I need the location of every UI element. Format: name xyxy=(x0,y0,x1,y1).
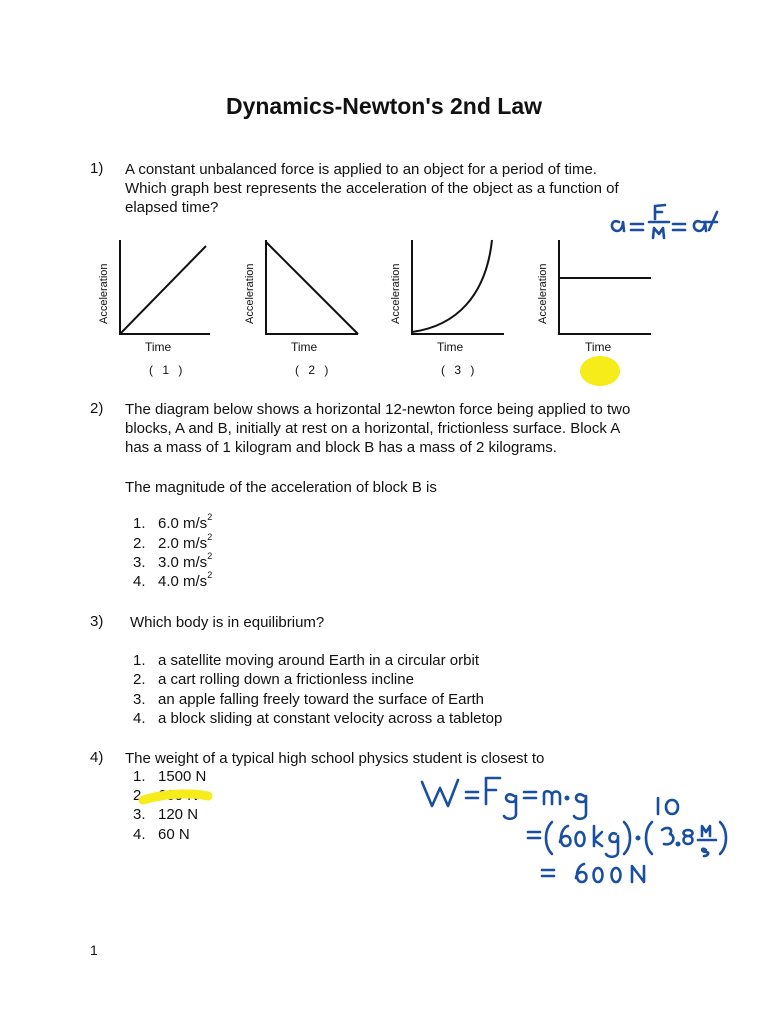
graph-4 xyxy=(533,236,663,381)
question-2-line-3: has a mass of 1 kilogram and block B has a mass of 2 kilograms. xyxy=(125,439,557,456)
question-3-number: 3) xyxy=(90,613,104,630)
graph-2-label: ( 2 ) xyxy=(295,363,332,377)
graph-1-plot xyxy=(94,236,224,346)
graph-2-ylabel: Acceleration xyxy=(244,263,256,324)
graph-4-xlabel: Time xyxy=(585,340,612,354)
question-2-line-2: blocks, A and B, initially at rest on a horizontal, frictionless surface. Block A xyxy=(125,420,621,437)
question-2-option-4: 4. 4.0 $m/s^2$ xyxy=(133,570,213,590)
question-2-option-3: 3. 3.0 $m/s^2$ xyxy=(133,551,213,571)
graph-2-xlabel: Time xyxy=(291,340,318,354)
question-2-option-1: 1. 6.0 $m/s^2$ xyxy=(133,512,213,532)
question-2-number: 2) xyxy=(90,400,104,417)
question-4-option-1: 1. 1500 N xyxy=(133,768,207,785)
graph-3-plot xyxy=(386,236,516,346)
question-4-option-4: 4. 60 N xyxy=(133,826,190,843)
question-2-prompt: The magnitude of the acceleration of block B is xyxy=(125,479,437,496)
question-3-option-1: 1. a satellite moving around Earth in a circular orbit xyxy=(133,652,479,669)
question-4-prompt: The weight of a typical high school physics student is closest to xyxy=(125,750,545,767)
graph-2 xyxy=(240,236,370,381)
question-4-option-2: 2. 600 N xyxy=(133,787,199,804)
page-number: 1 xyxy=(90,942,98,958)
graph-3-xlabel: Time xyxy=(437,340,464,354)
question-3-option-3: 3. an apple falling freely toward the surface of Earth xyxy=(133,691,485,708)
graph-3-curve xyxy=(412,240,492,332)
graph-3-ylabel: Acceleration xyxy=(390,263,402,324)
question-1-line-3: elapsed time? xyxy=(125,199,219,216)
question-4-option-3: 3. 120 N xyxy=(133,806,199,823)
graph-1-label: ( 1 ) xyxy=(149,363,186,377)
graph-4-ylabel: Acceleration xyxy=(537,263,549,324)
question-4-number: 4) xyxy=(90,749,104,766)
question-2-option-2: 2. 2.0 $m/s^2$ xyxy=(133,532,213,552)
graph-1-xlabel: Time xyxy=(145,340,172,354)
answer-highlight-mark xyxy=(577,354,623,388)
question-3-option-4: 4. a block sliding at constant velocity across a tabletop xyxy=(133,710,503,727)
graph-1-curve xyxy=(120,246,206,334)
graph-4-plot xyxy=(533,236,663,346)
question-3-option-2: 2. a cart rolling down a frictionless incline xyxy=(133,671,414,688)
question-1-number: 1) xyxy=(90,160,104,177)
graph-2-curve xyxy=(266,242,358,334)
graph-1 xyxy=(94,236,224,381)
graph-1-ylabel: Acceleration xyxy=(98,263,110,324)
question-1-line-1: A constant unbalanced force is applied to an object for a period of time. xyxy=(125,161,597,178)
question-2-line-1: The diagram below shows a horizontal 12-newton force being applied to two xyxy=(125,401,631,418)
handwritten-weight-calculation xyxy=(418,770,738,895)
question-3-prompt: Which body is in equilibrium? xyxy=(130,614,325,631)
question-1-line-2: Which graph best represents the acceleration of the object as a function of xyxy=(125,180,619,197)
graph-3 xyxy=(386,236,516,381)
answer-highlight-stroke xyxy=(138,786,214,806)
graph-3-label: ( 3 ) xyxy=(441,363,478,377)
page-title: Dynamics-Newton's 2nd Law xyxy=(225,93,543,119)
graph-2-plot xyxy=(240,236,370,346)
